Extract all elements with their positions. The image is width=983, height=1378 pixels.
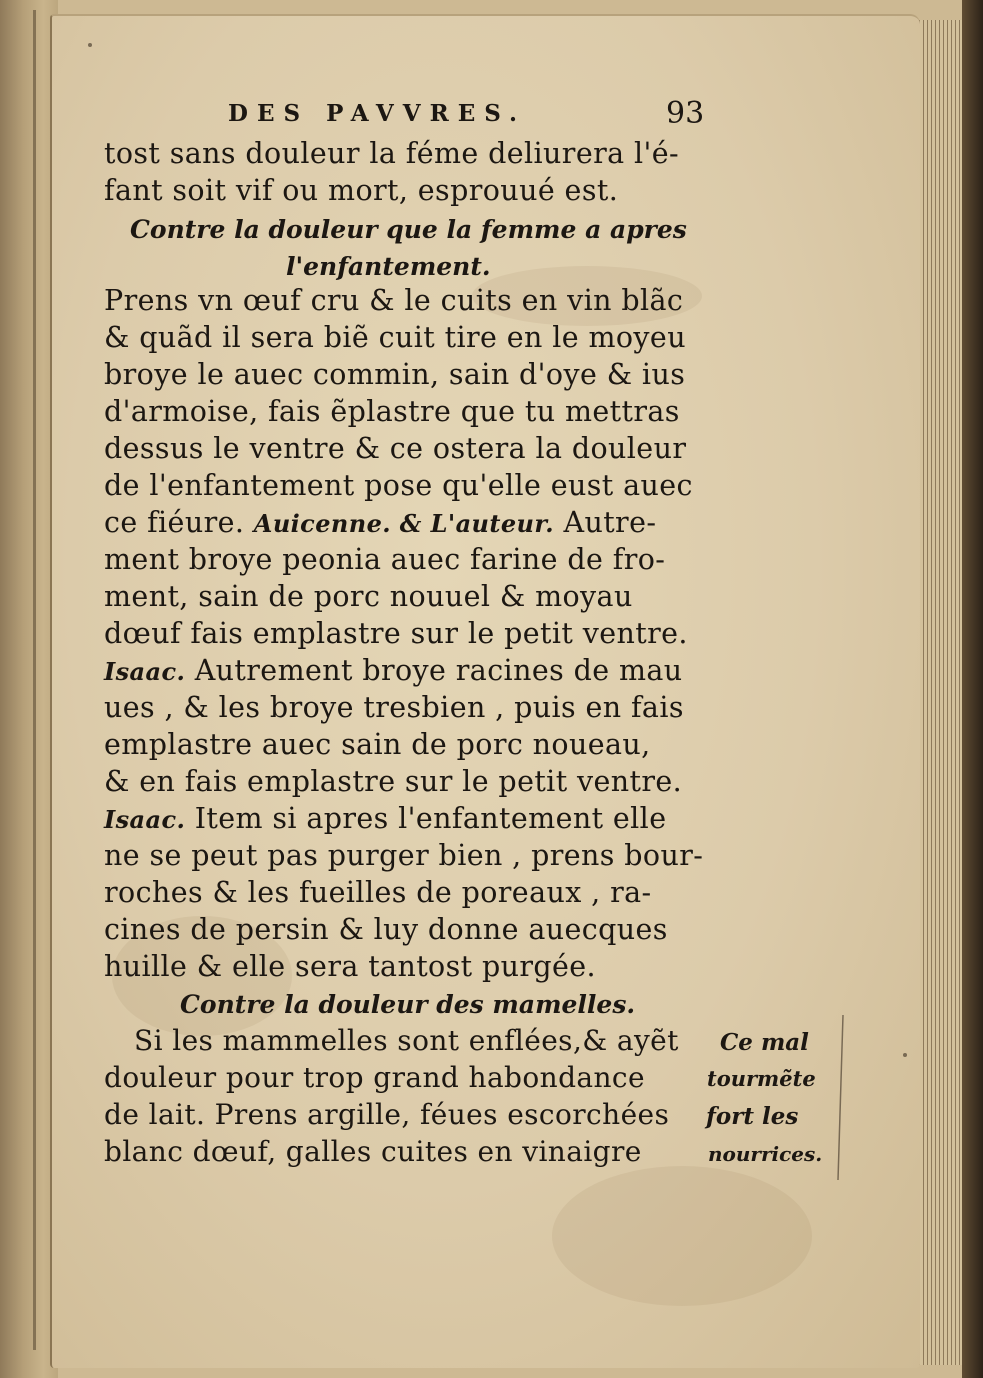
margin-note: Ce mal (720, 1029, 809, 1056)
citation: Isaac. (104, 805, 186, 834)
margin-note: fort les (706, 1103, 799, 1130)
text-line: Prens vn œuf cru & le cuits en vin blãc (104, 284, 684, 317)
text-line: d'armoise, fais ẽplastre que tu mettras (104, 395, 680, 428)
section-heading: l'enfantement. (286, 252, 491, 281)
text-line: ment, sain de porc nouuel & moyau (104, 580, 633, 613)
text-line: de lait. Prens argille, féues escorchées (104, 1098, 670, 1131)
citation: Isaac. (104, 657, 186, 686)
text-line: roches & les fueilles de poreaux , ra- (104, 876, 652, 909)
section-heading: Contre la douleur que la femme a apres (130, 215, 687, 244)
text-line: cines de persin & luy donne auecques (104, 913, 668, 946)
text-line: ment broye peonia auec farine de fro- (104, 543, 666, 576)
text-line: tost sans douleur la féme deliurera l'é- (104, 137, 680, 170)
text-line: broye le auec commin, sain d'oye & ius (104, 358, 686, 391)
section-heading: Contre la douleur des mamelles. (180, 990, 636, 1019)
text-line: ne se peut pas purger bien , prens bour- (104, 839, 704, 872)
text-line: dœuf fais emplastre sur le petit ventre. (104, 617, 688, 650)
text-line: huille & elle sera tantost purgée. (104, 950, 597, 983)
citation: Auicenne. & L'auteur. (253, 509, 554, 538)
text-line: dessus le ventre & ce ostera la douleur (104, 432, 687, 465)
text-line: & quãd il sera biẽ cuit tire en le moyeu (104, 321, 686, 354)
margin-note: tourmẽte (707, 1066, 816, 1091)
text-line: ues , & les broye tresbien , puis en fais (104, 691, 684, 724)
text-line: de l'enfantement pose qu'elle eust auec (104, 469, 693, 502)
text-line: fant soit vif ou mort, esprouué est. (104, 174, 619, 207)
text-line: & en fais emplastre sur le petit ventre. (104, 765, 683, 798)
text-fragment: Autre- (563, 506, 657, 539)
page-number: 93 (666, 96, 705, 131)
text-line: douleur pour trop grand habondance (104, 1061, 645, 1094)
text-fragment: Autrement broye racines de mau (194, 654, 683, 687)
text-fragment: Item si apres l'enfantement elle (194, 802, 667, 835)
running-head: DES PAVVRES. (228, 100, 527, 127)
text-line: blanc dœuf, galles cuites en vinaigre (104, 1135, 642, 1168)
margin-note: nourrices. (708, 1142, 823, 1166)
text-line: emplastre auec sain de porc noueau, (104, 728, 651, 761)
text-fragment: ce fiéure. (104, 506, 245, 539)
text-line: Si les mammelles sont enflées,& ayẽt (134, 1024, 679, 1057)
